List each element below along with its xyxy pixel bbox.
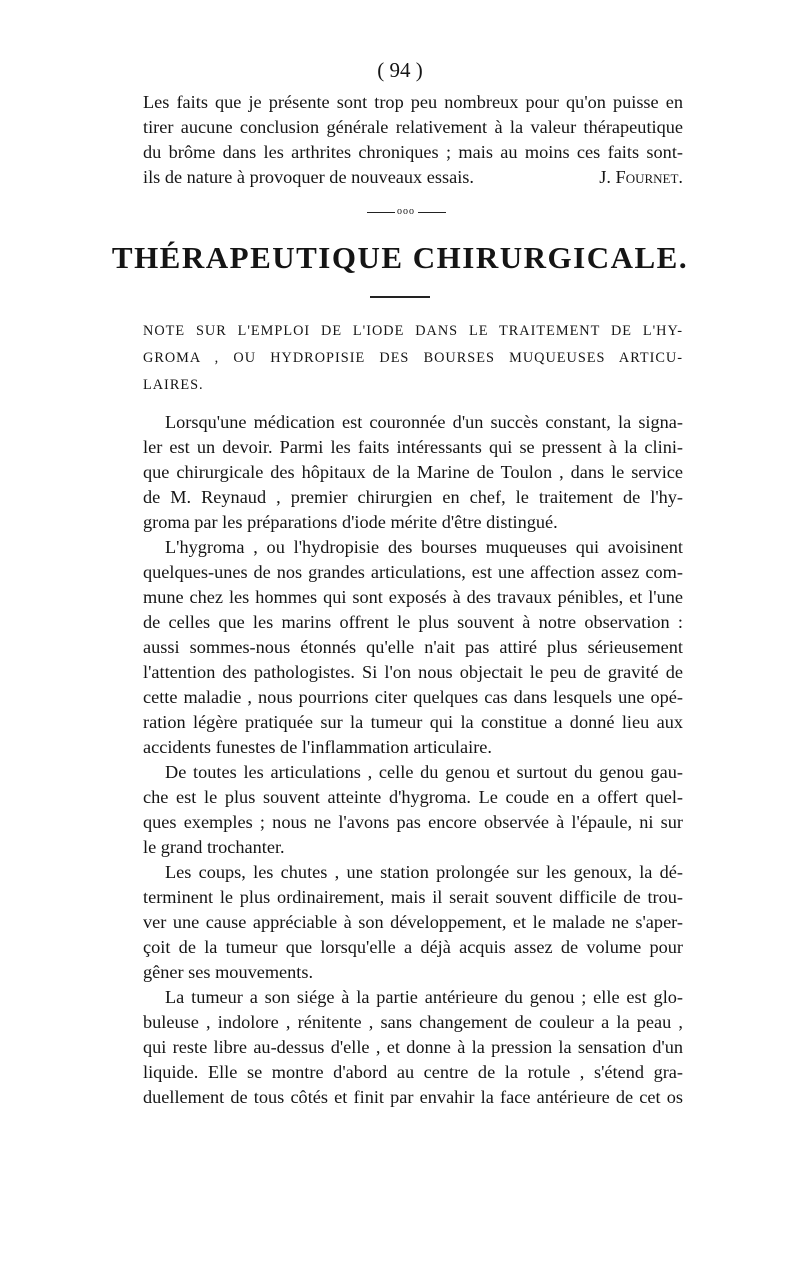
text-line-content: ils de nature à provoquer de nouveaux essais. bbox=[143, 167, 474, 187]
text-line: çoit de la tumeur que lorsqu'elle a déjà acquis assez de volume pour bbox=[143, 937, 683, 957]
section-ornament bbox=[356, 207, 456, 217]
text-line: l'attention des pathologistes. Si l'on nous objectait le peu de gravité de bbox=[143, 662, 683, 682]
text-line: du brôme dans les arthrites chroniques ; mais au moins ces faits sont- bbox=[143, 142, 683, 162]
text-line: La tumeur a son siége à la partie antérieure du genou ; elle est glo- bbox=[165, 987, 683, 1007]
text-line bbox=[143, 165, 683, 190]
text-line: liquide. Elle se montre d'abord au centre de la rotule , s'étend gra- bbox=[143, 1062, 683, 1082]
text-line: aussi sommes-nous étonnés qu'elle n'ait pas attiré plus sérieusement bbox=[143, 637, 683, 657]
text-line: duellement de tous côtés et finit par envahir la face antérieure de cet os bbox=[143, 1087, 683, 1107]
text-line: ler est un devoir. Parmi les faits intéressants qui se pressent à la clini- bbox=[143, 437, 683, 457]
subtitle-line: GROMA , OU HYDROPISIE DES BOURSES MUQUEUSES ARTICU- bbox=[143, 350, 683, 366]
text-line: de M. Reynaud , premier chirurgien en chef, le traitement de l'hy- bbox=[143, 487, 683, 507]
paragraph bbox=[143, 760, 683, 860]
ornament-rule-left bbox=[367, 212, 395, 213]
page-number: ( 94 ) bbox=[377, 58, 423, 82]
text-line: groma par les préparations d'iode mérite d'être distingué. bbox=[143, 512, 558, 532]
text-line: buleuse , indolore , rénitente , sans changement de couleur a la peau , bbox=[143, 1012, 683, 1032]
text-line: L'hygroma , ou l'hydropisie des bourses muqueuses qui avoisinent bbox=[165, 537, 683, 557]
article-subtitle bbox=[143, 318, 683, 399]
intro-paragraph bbox=[143, 90, 683, 190]
text-line: terminent le plus ordinairement, mais il serait souvent difficile de trou- bbox=[143, 887, 683, 907]
text-line: ration légère pratiquée sur la tumeur qui la constitue a donné lieu aux bbox=[143, 712, 683, 732]
paragraph bbox=[143, 535, 683, 760]
text-line: De toutes les articulations , celle du genou et surtout du genou gau- bbox=[165, 762, 683, 782]
section-title: THÉRAPEUTIQUE CHIRURGICALE. bbox=[111, 240, 689, 275]
paragraph bbox=[143, 410, 683, 535]
text-line: que chirurgicale des hôpitaux de la Marine de Toulon , dans le service bbox=[143, 462, 683, 482]
author-signature: J. Fournet. bbox=[599, 167, 683, 187]
ornament-dots: ooo bbox=[397, 206, 415, 217]
text-line: le grand trochanter. bbox=[143, 837, 285, 857]
text-line: de celles que les marins offrent le plus souvent à notre observation : bbox=[143, 612, 683, 632]
subtitle-line: LAIRES. bbox=[143, 377, 204, 393]
text-line: Les faits que je présente sont trop peu nombreux pour qu'on puisse en bbox=[143, 92, 683, 112]
text-line: mune chez les hommes qui sont exposés à des travaux pénibles, et l'une bbox=[143, 587, 683, 607]
text-line: cette maladie , nous pourrions citer quelques cas dans lesquels une opé- bbox=[143, 687, 683, 707]
ornament-rule-right bbox=[418, 212, 446, 213]
text-line: quelques-unes de nos grandes articulations, est une affection assez com- bbox=[143, 562, 683, 582]
subtitle-line: NOTE SUR L'EMPLOI DE L'IODE DANS LE TRAITEMENT DE L'HY- bbox=[143, 323, 683, 339]
text-line: accidents funestes de l'inflammation articulaire. bbox=[143, 737, 492, 757]
paragraph bbox=[143, 985, 683, 1110]
text-line: qui reste libre au-dessus d'elle , et donne à la pression la sensation d'un bbox=[143, 1037, 683, 1057]
text-line: ver une cause appréciable à son développement, et le malade ne s'aper- bbox=[143, 912, 683, 932]
paragraph bbox=[143, 860, 683, 985]
text-line: ques exemples ; nous ne l'avons pas encore observée à l'épaule, ni sur bbox=[143, 812, 683, 832]
text-line: che est le plus souvent atteinte d'hygroma. Le coude en a offert quel- bbox=[143, 787, 683, 807]
text-line: gêner ses mouvements. bbox=[143, 962, 314, 982]
text-line: Lorsqu'une médication est couronnée d'un succès constant, la signa- bbox=[165, 412, 683, 432]
body-text bbox=[143, 410, 683, 1110]
title-underline bbox=[370, 296, 430, 298]
text-line: Les coups, les chutes , une station prolongée sur les genoux, la dé- bbox=[165, 862, 683, 882]
text-line: tirer aucune conclusion générale relativement à la valeur thérapeutique bbox=[143, 117, 683, 137]
